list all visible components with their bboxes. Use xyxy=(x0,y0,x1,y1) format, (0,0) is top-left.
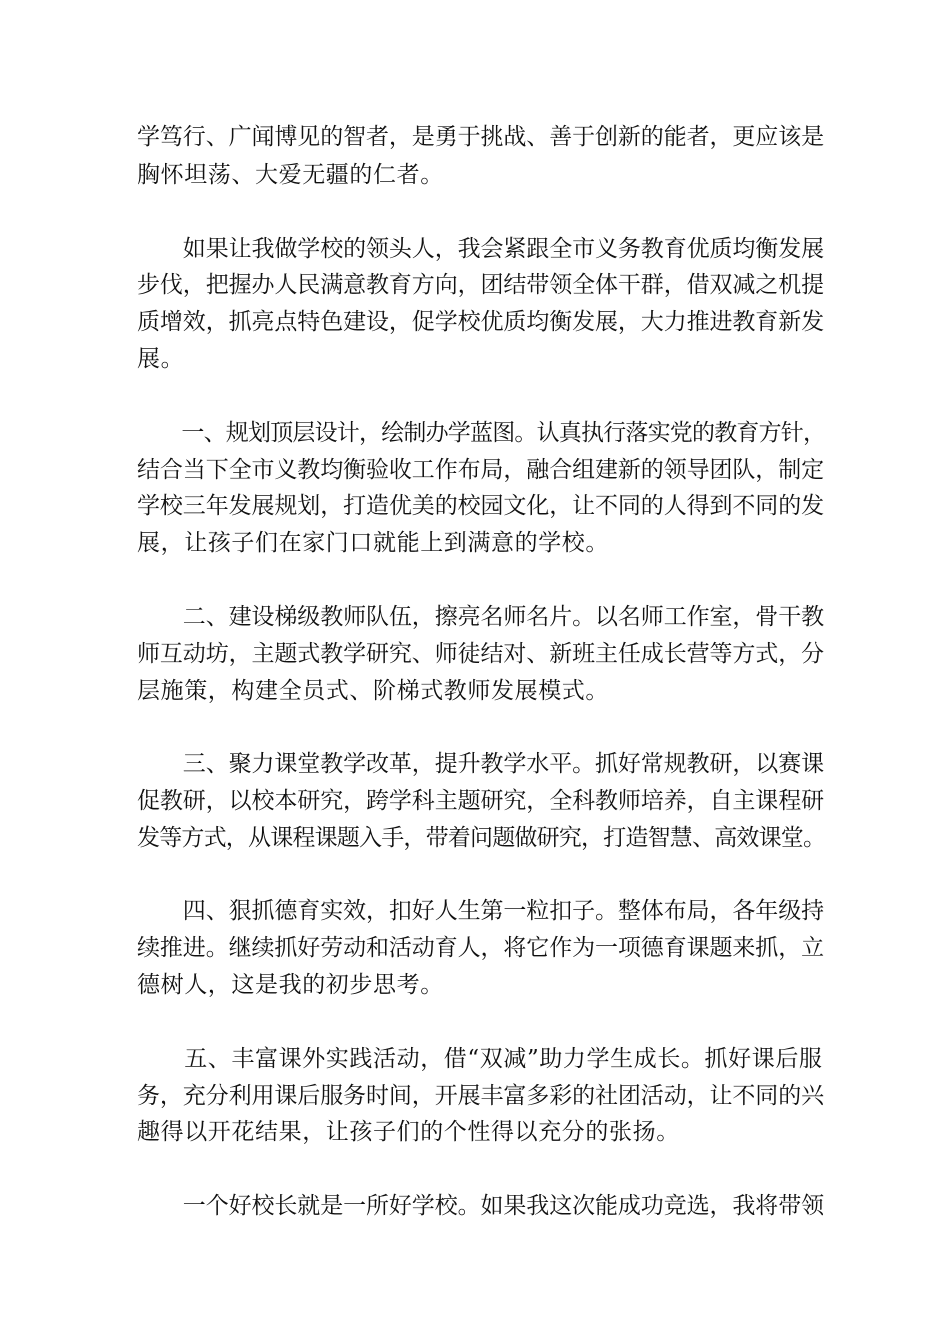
text-line: 结合当下全市义教均衡验收工作布局，融合组建新的领导团队，制定 xyxy=(137,457,825,483)
text-line: 续推进。继续抓好劳动和活动育人，将它作为一项德育课题来抓，立 xyxy=(137,935,825,961)
text-line: 展。 xyxy=(137,346,185,372)
text-line: 一、规划顶层设计，绘制办学蓝图。认真执行落实党的教育方针， xyxy=(137,420,826,446)
text-line: 趣得以开花结果，让孩子们的个性得以充分的张扬。 xyxy=(137,1119,680,1145)
text-line: 三、聚力课堂教学改革，提升教学水平。抓好常规教研，以赛课 xyxy=(137,751,825,777)
text-line: 二、建设梯级教师队伍，擦亮名师名片。以名师工作室，骨干教 xyxy=(137,604,825,630)
text-line: 学校三年发展规划，打造优美的校园文化，让不同的人得到不同的发 xyxy=(137,493,825,519)
text-line: 德树人，这是我的初步思考。 xyxy=(137,972,444,998)
text-line: 促教研，以校本研究，跨学科主题研究，全科教师培养，自主课程研 xyxy=(137,788,825,814)
text-line: 师互动坊，主题式教学研究、师徒结对、新班主任成长营等方式，分 xyxy=(137,641,825,667)
text-line: 一个好校长就是一所好学校。如果我这次能成功竞选，我将带领 xyxy=(137,1193,825,1219)
text-line: 胸怀坦荡、大爱无疆的仁者。 xyxy=(137,162,444,188)
text-line: 步伐，把握办人民满意教育方向，团结带领全体干群，借双减之机提 xyxy=(137,272,825,298)
text-line: 发等方式，从课程课题入手，带着问题做研究，打造智慧、高效课堂。 xyxy=(137,825,826,851)
text-line: 层施策，构建全员式、阶梯式教师发展模式。 xyxy=(137,678,609,704)
text-line: 五、丰富课外实践活动，借“双减”助力学生成长。抓好课后服 xyxy=(137,1046,823,1072)
text-line: 务，充分利用课后服务时间，开展丰富多彩的社团活动，让不同的兴 xyxy=(137,1083,825,1109)
text-line: 质增效，抓亮点特色建设，促学校优质均衡发展，大力推进教育新发 xyxy=(137,309,825,335)
text-line: 展，让孩子们在家门口就能上到满意的学校。 xyxy=(137,530,609,556)
text-line: 如果让我做学校的领头人，我会紧跟全市义务教育优质均衡发展 xyxy=(137,236,825,262)
text-line: 学笃行、广闻博见的智者，是勇于挑战、善于创新的能者，更应该是 xyxy=(137,124,825,150)
text-line: 四、狠抓德育实效，扣好人生第一粒扣子。整体布局，各年级持 xyxy=(137,898,825,924)
